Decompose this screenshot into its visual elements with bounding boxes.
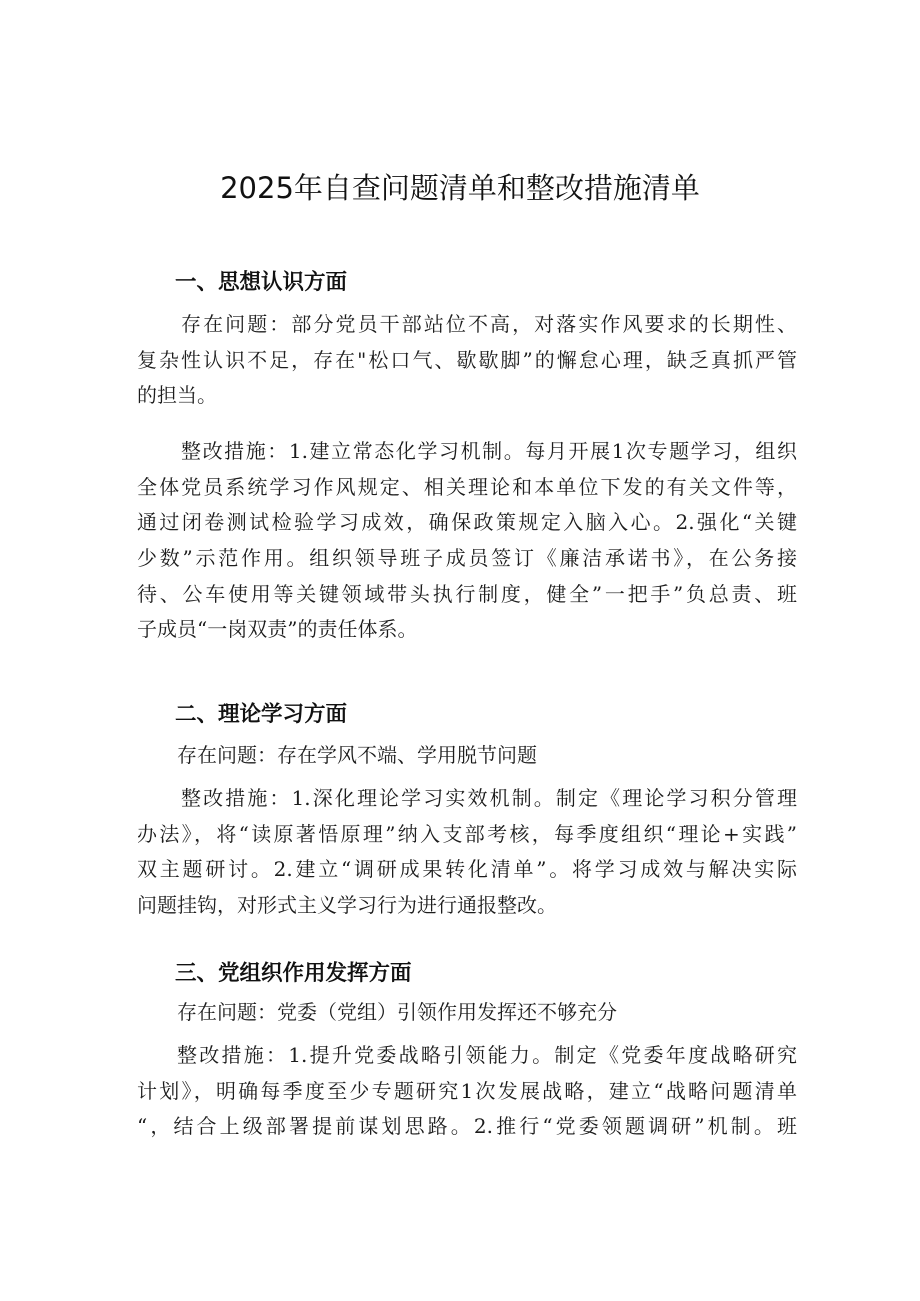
text-line: 办法》，将“读原著悟原理”纳入支部考核，每季度组织“理论+实践” [137,821,797,846]
text-line: 计划》，明确每季度至少专题研究1次发展战略，建立“战略问题清单 [137,1078,797,1103]
text-line: 存在问题：部分党员干部站位不高，对落实作风要求的长期性、 [181,312,797,336]
text-line: 问题挂钩，对形式主义学习行为进行通报整改。 [137,893,557,918]
section-1-problem [137,307,797,414]
text-line: 通过闭卷测试检验学习成效，确保政策规定入脑入心。2.强化“关键 [137,510,797,535]
text-line: 双主题研讨。2.建立“调研成果转化清单”。将学习成效与解决实际 [137,857,797,882]
text-line: 存在问题：存在学风不端、学用脱节问题 [177,743,537,767]
section-2-problem [137,738,797,774]
text-line: 复杂性认识不足，存在"松口气、歇歇脚”的懈怠心理，缺乏真抓严管 [137,347,797,372]
text-line: “，结合上级部署提前谋划思路。2.推行“党委领题调研”机制。班 [137,1114,797,1139]
section-heading-2: 二、理论学习方面 [175,702,348,727]
text-line: 待、公车使用等关键领域带头执行制度，健全”一把手”负总责、班 [137,581,797,606]
text-line: 存在问题：党委（党组）引领作用发挥还不够充分 [177,1000,617,1024]
section-heading-1: 一、思想认识方面 [175,270,348,295]
text-line: 整改措施：1.深化理论学习实效机制。制定《理论学习积分管理 [181,786,797,810]
text-line: 全体党员系统学习作风规定、相关理论和本单位下发的有关文件等， [137,474,797,499]
text-line: 整改措施：1.建立常态化学习机制。每月开展1次专题学习，组织 [181,439,797,463]
section-2-measures [137,781,797,924]
section-heading-3: 三、党组织作用发挥方面 [175,961,412,986]
section-1-measures [137,434,797,648]
text-line: 少数”示范作用。组织领导班子成员签订《廉洁承诺书》，在公务接 [137,546,797,571]
text-line: 子成员“一岗双责”的责任体系。 [137,617,418,642]
section-3-problem [137,995,797,1031]
text-line: 的担当。 [137,383,217,408]
section-3-measures [137,1038,797,1145]
text-line: 整改措施：1.提升党委战略引领能力。制定《党委年度战略研究 [177,1043,797,1067]
document-title: 2025年自查问题清单和整改措施清单 [220,171,700,205]
